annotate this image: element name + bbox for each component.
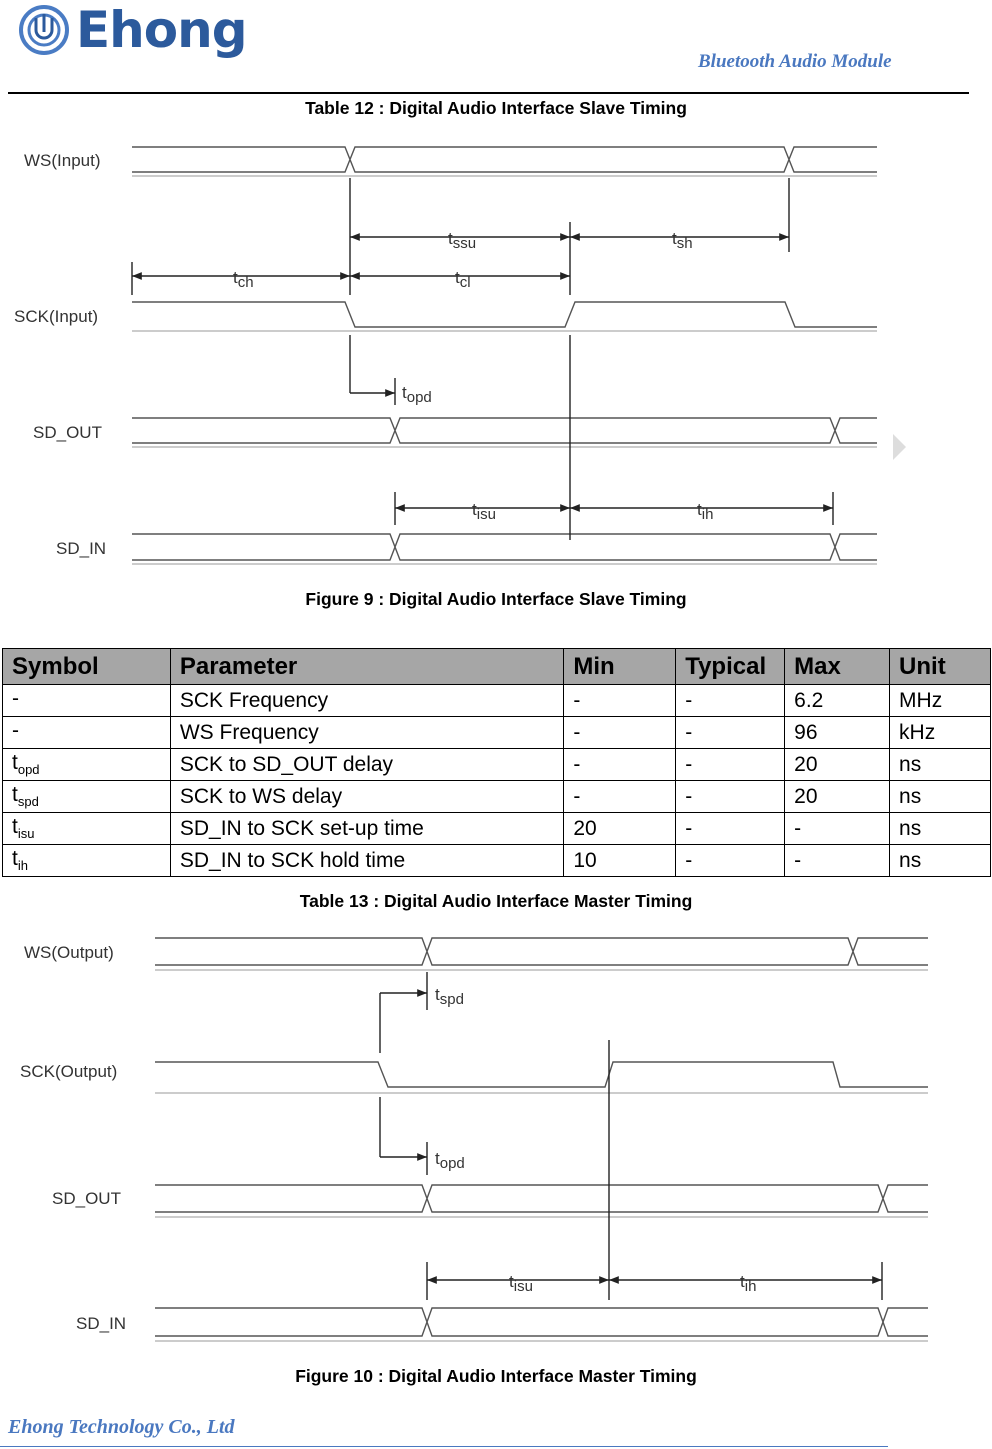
cell-min: 20	[564, 813, 676, 845]
cell-min: -	[564, 781, 676, 813]
table-row	[3, 685, 991, 717]
cell-max: 20	[785, 749, 890, 781]
signal-label: SCK(Input)	[14, 307, 99, 326]
cell-unit: ns	[890, 813, 991, 845]
signal-label: WS(Output)	[24, 943, 114, 962]
table13-caption: Table 13 : Digital Audio Interface Master Timing	[299, 891, 693, 911]
cell-parameter: SCK to WS delay	[170, 781, 563, 813]
label-topd: topd	[402, 383, 432, 406]
cell-min: -	[564, 685, 676, 717]
table-row	[3, 781, 991, 813]
table-row	[3, 749, 991, 781]
symbol-subscript: spd	[17, 794, 39, 810]
cell-max: -	[785, 813, 890, 845]
figure9-caption: Figure 9 : Digital Audio Interface Slave Timing	[305, 589, 687, 609]
label-tch: tch	[233, 268, 254, 291]
symbol-base: -	[12, 687, 19, 711]
next-arrow-icon	[893, 434, 906, 460]
cell-min: -	[564, 749, 676, 781]
label-topd: topd	[435, 1149, 465, 1172]
header-typical: Typical	[676, 649, 785, 685]
signal-label: SCK(Output)	[20, 1062, 118, 1081]
label-tsh: tsh	[672, 229, 693, 252]
cell-parameter: WS Frequency	[170, 717, 563, 749]
cell-max: -	[785, 845, 890, 877]
label-tisu: tisu	[472, 500, 496, 523]
cell-unit: ns	[890, 845, 991, 877]
footer-company: Ehong Technology Co., Ltd	[8, 1416, 235, 1438]
sck-output-waveform	[155, 1062, 928, 1093]
sck-input-waveform	[132, 302, 877, 331]
cell-unit: ns	[890, 781, 991, 813]
cell-unit: kHz	[890, 717, 991, 749]
symbol-subscript: ih	[17, 858, 28, 874]
cell-typical: -	[676, 845, 785, 877]
signal-label: SD_IN	[76, 1314, 127, 1333]
cell-max: 96	[785, 717, 890, 749]
cell-min: 10	[564, 845, 676, 877]
header-parameter: Parameter	[170, 649, 563, 685]
ws-output-waveform	[155, 938, 928, 970]
cell-parameter: SCK to SD_OUT delay	[170, 749, 563, 781]
cell-max: 20	[785, 781, 890, 813]
cell-min: -	[564, 717, 676, 749]
header-max: Max	[785, 649, 890, 685]
cell-typical: -	[676, 813, 785, 845]
figure10-caption: Figure 10 : Digital Audio Interface Master Timing	[295, 1366, 697, 1386]
label-tssu: tssu	[448, 229, 477, 252]
signal-label: SD_OUT	[33, 423, 102, 442]
table-row	[3, 813, 991, 845]
table-row	[3, 717, 991, 749]
cell-parameter: SD_IN to SCK set-up time	[170, 813, 563, 845]
symbol-subscript: opd	[17, 762, 40, 778]
cell-max: 6.2	[785, 685, 890, 717]
cell-unit: ns	[890, 749, 991, 781]
cell-typical: -	[676, 717, 785, 749]
symbol-base: t	[12, 783, 18, 807]
sd-in-waveform	[132, 534, 877, 564]
cell-unit: MHz	[890, 685, 991, 717]
cell-symbol	[3, 717, 171, 749]
header-unit: Unit	[890, 649, 991, 685]
header-symbol: Symbol	[3, 649, 171, 685]
cell-symbol	[3, 845, 171, 877]
footer-divider	[0, 1446, 888, 1447]
sd-in-master-waveform	[155, 1308, 928, 1341]
label-tisu: tisu	[509, 1272, 533, 1295]
product-title: Bluetooth Audio Module	[698, 51, 892, 72]
symbol-base: -	[12, 719, 19, 743]
cell-typical: -	[676, 749, 785, 781]
table-row	[3, 845, 991, 877]
sd-out-master-waveform	[155, 1185, 928, 1217]
cell-parameter: SCK Frequency	[170, 685, 563, 717]
symbol-base: t	[12, 815, 18, 839]
signal-label: SD_OUT	[52, 1189, 121, 1208]
label-tcl: tcl	[455, 268, 471, 291]
label-tih: tih	[697, 500, 714, 523]
label-tih: tih	[740, 1272, 757, 1295]
header-min: Min	[564, 649, 676, 685]
symbol-base: t	[12, 847, 18, 871]
signal-label: SD_IN	[56, 539, 107, 558]
cell-typical: -	[676, 685, 785, 717]
timing-table	[2, 648, 991, 877]
cell-typical: -	[676, 781, 785, 813]
symbol-subscript: isu	[17, 826, 35, 842]
logo-text: Ehong	[76, 1, 247, 59]
cell-symbol	[3, 781, 171, 813]
table-header-row	[3, 649, 991, 685]
label-tspd: tspd	[435, 985, 464, 1008]
ws-input-waveform	[132, 147, 877, 176]
cell-symbol	[3, 685, 171, 717]
signal-label: WS(Input)	[24, 151, 101, 170]
sd-out-waveform	[132, 418, 877, 447]
cell-symbol	[3, 749, 171, 781]
cell-symbol	[3, 813, 171, 845]
table12-caption: Table 12 : Digital Audio Interface Slave Timing	[305, 98, 687, 118]
cell-parameter: SD_IN to SCK hold time	[170, 845, 563, 877]
symbol-base: t	[12, 751, 18, 775]
